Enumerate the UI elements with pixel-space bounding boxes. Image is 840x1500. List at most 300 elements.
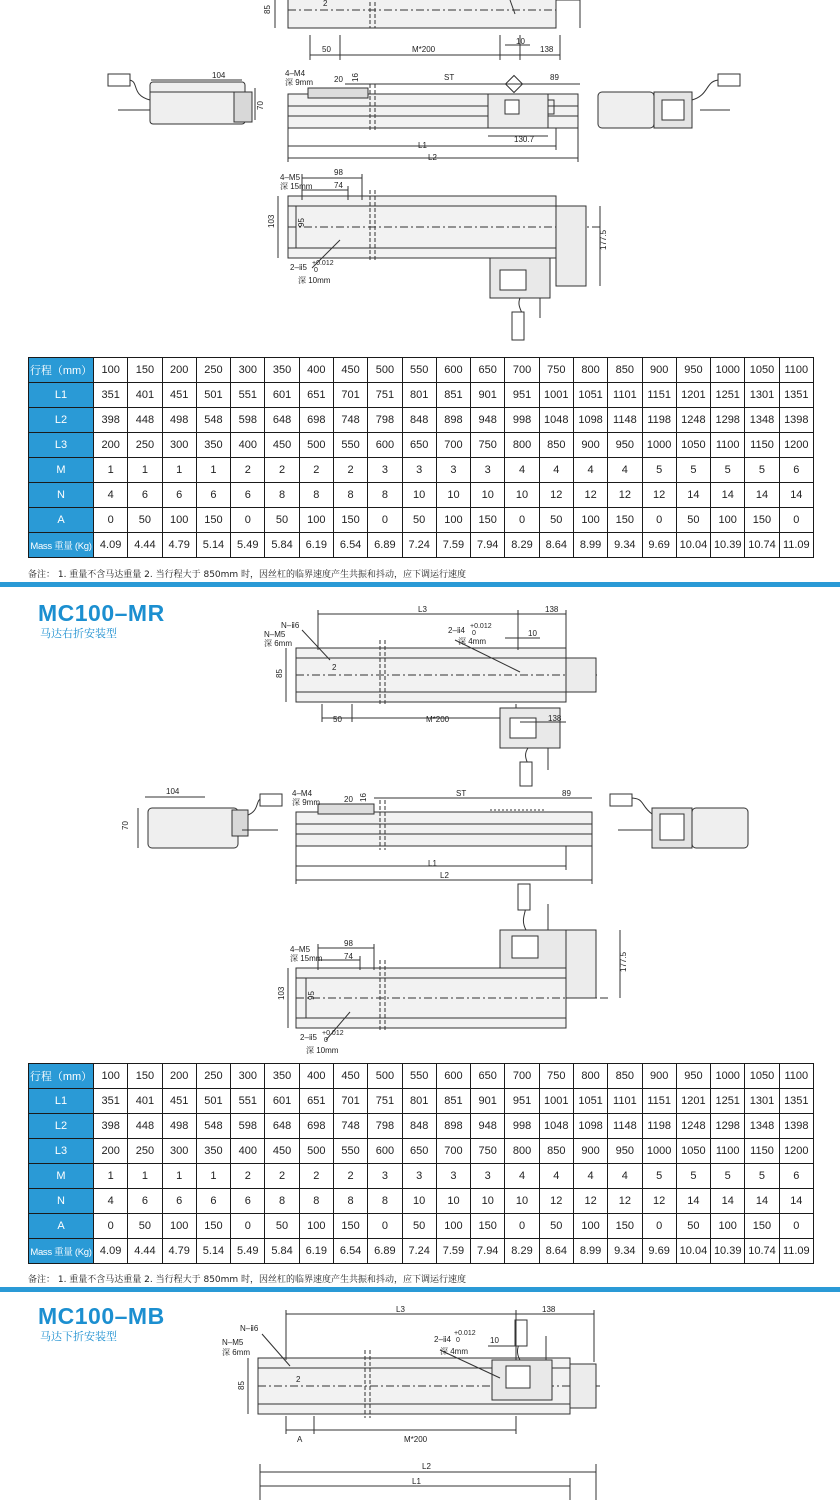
spec-table-1-cell: 14 [676,483,710,508]
spec-table-2-cell: 4 [94,1189,128,1214]
spec-table-2-cell: 601 [265,1089,299,1114]
dim-4-m4-mr: 4–M4 [292,789,313,798]
spec-table-1-cell: 651 [299,383,333,408]
spec-table-2-row-header: L2 [29,1114,94,1139]
spec-table-1-cell: 7.24 [402,533,436,558]
spec-table-1-cell: 748 [333,408,367,433]
spec-table-2-cell: 8 [299,1189,333,1214]
spec-table-1-cell: 0 [505,508,539,533]
spec-table-2-cell: 500 [299,1139,333,1164]
spec-table-2-cell: 848 [402,1114,436,1139]
spec-table-1-cell: 1251 [711,383,745,408]
spec-table-1-cell: 5 [642,458,676,483]
spec-table-1-cell: 898 [436,408,470,433]
spec-table-2-row-header: M [29,1164,94,1189]
spec-table-2-cell: 5 [711,1164,745,1189]
dim-deep-4-mr: 深 4mm [458,637,486,646]
spec-table-2-cell: 9.69 [642,1239,676,1264]
spec-table-2-cell: 300 [162,1139,196,1164]
spec-table-2-cell: 801 [402,1089,436,1114]
dim-85: 85 [263,5,272,14]
dim-m200-mb: M*200 [404,1435,428,1444]
spec-table-1-cell: 850 [539,433,573,458]
spec-table-1-row [29,358,814,383]
spec-table-2-cell: 4 [505,1164,539,1189]
spec-table-1-cell: 100 [162,508,196,533]
spec-table-1-cell: 1 [162,458,196,483]
spec-table-2-cell: 350 [196,1139,230,1164]
dim-95-mr: 95 [307,991,316,1000]
spec-table-2-cell: 748 [333,1114,367,1139]
spec-table-2-cell: 14 [711,1189,745,1214]
spec-table-1-cell: 50 [676,508,710,533]
section-divider-1 [0,582,840,587]
spec-table-1-cell: 1248 [676,408,710,433]
dim-4-m4: 4–M4 [285,69,306,78]
spec-table-1-cell: 6 [128,483,162,508]
spec-table-1-row [29,508,814,533]
spec-table-1-cell: 250 [196,358,230,383]
spec-table-1-cell: 250 [128,433,162,458]
spec-table-2-cell: 1201 [676,1089,710,1114]
dim-tol-b-mr: +0.012 [322,1030,344,1037]
spec-table-2-cell: 901 [471,1089,505,1114]
spec-table-1-cell: 450 [333,358,367,383]
spec-table-1-cell: 10.39 [711,533,745,558]
dim-85-mr: 85 [275,669,284,678]
dim-2-mb: 2 [296,1375,301,1384]
spec-table-2-cell: 50 [402,1214,436,1239]
spec-table-2-cell: 1398 [779,1114,813,1139]
spec-table-1-cell: 1 [94,458,128,483]
spec-table-2-cell: 10 [471,1189,505,1214]
spec-table-1-cell: 1 [196,458,230,483]
spec-table-1-row-header: N [29,483,94,508]
spec-table-1-row [29,433,814,458]
spec-table-2-cell: 3 [402,1164,436,1189]
spec-table-1-cell: 951 [505,383,539,408]
dim-89-mr: 89 [562,789,571,798]
spec-table-2-cell: 2 [265,1164,299,1189]
spec-table-2-cell: 150 [745,1214,779,1239]
spec-table-2-row [29,1214,814,1239]
spec-table-2-cell: 350 [265,1064,299,1089]
spec-table-1-cell: 6 [196,483,230,508]
spec-table-1-cell: 2 [333,458,367,483]
spec-table-1-cell: 0 [642,508,676,533]
spec-table-2-cell: 548 [196,1114,230,1139]
dim-phi5-mr: 2–ⅱ5 [300,1033,318,1042]
spec-table-1-cell: 10.04 [676,533,710,558]
spec-table-2-cell: 150 [196,1214,230,1239]
spec-table-1-cell: 451 [162,383,196,408]
dim-50: 50 [322,45,331,54]
spec-table-1-cell: 448 [128,408,162,433]
dim-20-mr: 20 [344,795,353,804]
dim-103: 103 [267,214,276,228]
spec-table-1-cell: 400 [231,433,265,458]
spec-table-1-row-header: L2 [29,408,94,433]
spec-table-2-cell: 648 [265,1114,299,1139]
spec-table-1-cell: 498 [162,408,196,433]
spec-table-1-cell: 7.94 [471,533,505,558]
dim-4-m5: 4–M5 [280,173,301,182]
dim-zero-mr: 0 [472,630,476,637]
spec-table-2-cell: 100 [711,1214,745,1239]
spec-table-2-cell: 1051 [573,1089,607,1114]
dim-l1-mr: L1 [428,859,437,868]
note-2: 备注： 1. 重量不含马达重量 2. 当行程大于 850mm 时，因丝杠的临界速度产生共振和抖动，应下调运行速度 [28,1275,467,1285]
spec-table-1-cell: 6.54 [333,533,367,558]
spec-table-2-cell: 1248 [676,1114,710,1139]
spec-table-2-cell: 12 [539,1189,573,1214]
spec-table-1-cell: 1000 [711,358,745,383]
spec-table-1-row [29,533,814,558]
spec-table-1-cell: 500 [368,358,402,383]
spec-table-2-cell: 10 [402,1189,436,1214]
spec-table-2-cell: 651 [299,1089,333,1114]
spec-table-2-cell: 6 [162,1189,196,1214]
drawing-mb [0,1300,840,1500]
spec-table-2-cell: 1351 [779,1089,813,1114]
dim-zero-mb: 0 [456,1337,460,1344]
spec-table-1-cell: 551 [231,383,265,408]
spec-table-1-cell: 5.14 [196,533,230,558]
spec-table-2-cell: 500 [368,1064,402,1089]
spec-table-1-cell: 1351 [779,383,813,408]
dim-138b-mr: 138 [548,714,562,723]
spec-table-1-cell: 4 [539,458,573,483]
spec-table-2-cell: 400 [299,1064,333,1089]
spec-table-1 [28,357,814,558]
spec-table-2-cell: 951 [505,1089,539,1114]
spec-table-1-cell: 848 [402,408,436,433]
spec-table-2-cell: 900 [642,1064,676,1089]
spec-table-2-cell: 7.59 [436,1239,470,1264]
spec-table-2-cell: 12 [573,1189,607,1214]
dim-177-5-mr: 177.5 [619,951,628,972]
spec-table-2-cell: 448 [128,1114,162,1139]
spec-table-2-cell: 5.14 [196,1239,230,1264]
spec-table-2-cell: 451 [162,1089,196,1114]
spec-table-2-cell: 751 [368,1089,402,1114]
spec-table-1-cell: 401 [128,383,162,408]
spec-table-2-cell: 3 [368,1164,402,1189]
spec-table-1-cell: 2 [231,458,265,483]
spec-table-2-cell: 600 [436,1064,470,1089]
dim-177-5: 177.5 [599,229,608,250]
spec-table-1-cell: 1100 [779,358,813,383]
spec-table-2-cell: 800 [573,1064,607,1089]
spec-table-2-cell: 10 [436,1189,470,1214]
spec-table-1-cell: 1048 [539,408,573,433]
spec-table-1-cell: 800 [573,358,607,383]
spec-table-1-cell: 12 [642,483,676,508]
dim-10: 10 [516,37,525,46]
spec-table-2-cell: 1198 [642,1114,676,1139]
spec-table-1-cell: 648 [265,408,299,433]
dim-l3-mr: L3 [418,605,427,614]
spec-table-2-cell: 2 [231,1164,265,1189]
spec-table-1-cell: 10.74 [745,533,779,558]
spec-table-1-cell: 9.34 [608,533,642,558]
dim-103-mr: 103 [277,986,286,1000]
dim-tol-mr: +0.012 [470,623,492,630]
spec-table-1-cell: 300 [162,433,196,458]
spec-table-1-cell: 14 [745,483,779,508]
spec-table-2-cell: 0 [368,1214,402,1239]
dim-l2: L2 [428,153,437,162]
spec-table-2-cell: 7.24 [402,1239,436,1264]
spec-table-2-cell: 2 [299,1164,333,1189]
spec-table-2-cell: 1000 [642,1139,676,1164]
dim-n-m5-mb: N–M5 [222,1338,244,1347]
spec-table-1-cell: 0 [231,508,265,533]
spec-table-1-cell: 601 [265,383,299,408]
dim-74: 74 [334,181,343,190]
spec-table-1-cell: 801 [402,383,436,408]
spec-table-2-cell: 8.29 [505,1239,539,1264]
spec-table-1-cell: 6.89 [368,533,402,558]
spec-table-1-cell: 1151 [642,383,676,408]
spec-table-1-cell: 3 [436,458,470,483]
dim-n-phi6-mb: N–ⅱ6 [240,1324,259,1333]
spec-table-2-cell: 6.19 [299,1239,333,1264]
dim-50-mr: 50 [333,715,342,724]
spec-table-2-cell: 150 [128,1064,162,1089]
spec-table-1-cell: 1050 [745,358,779,383]
dim-74-mr: 74 [344,952,353,961]
spec-table-1-cell: 100 [573,508,607,533]
spec-table-2-cell: 8 [265,1189,299,1214]
spec-table-1-row-header: 行程（mm） [29,358,94,383]
spec-table-1-cell: 650 [402,433,436,458]
spec-table-2-cell: 898 [436,1114,470,1139]
spec-table-2-row [29,1164,814,1189]
spec-table-1-cell: 1100 [711,433,745,458]
spec-table-2-cell: 4.09 [94,1239,128,1264]
dim-deep-6-mr: 深 6mm [264,639,292,648]
spec-table-1-cell: 100 [299,508,333,533]
spec-table-2-cell: 700 [505,1064,539,1089]
spec-table-2-cell: 6.89 [368,1239,402,1264]
technical-drawing-top [0,0,840,355]
spec-table-2-cell: 1298 [711,1114,745,1139]
dim-130-7: 130.7 [514,135,535,144]
spec-table-2-cell: 100 [94,1064,128,1089]
drawing-top-module [0,0,840,355]
dim-l1: L1 [418,141,427,150]
spec-table-2-cell: 1100 [779,1064,813,1089]
spec-table-2-cell: 200 [162,1064,196,1089]
dim-deep-15: 深 15mm [280,182,313,191]
spec-table-1-cell: 901 [471,383,505,408]
spec-table-2-cell: 300 [231,1064,265,1089]
spec-table-1-cell: 150 [745,508,779,533]
spec-table-2-cell: 1 [94,1164,128,1189]
spec-table-2-cell: 150 [333,1214,367,1239]
spec-table-1-cell: 12 [539,483,573,508]
spec-table-1-cell: 8 [299,483,333,508]
spec-table-2-cell: 5 [745,1164,779,1189]
spec-table-2-cell: 1001 [539,1089,573,1114]
spec-table-2-cell: 1050 [676,1139,710,1164]
dim-l1-mb: L1 [412,1477,421,1486]
spec-table-2-cell: 850 [608,1064,642,1089]
spec-table-1-cell: 751 [368,383,402,408]
spec-table-1-cell: 550 [333,433,367,458]
spec-table-1-cell: 1150 [745,433,779,458]
spec-table-2-cell: 3 [436,1164,470,1189]
spec-table-2-cell: 701 [333,1089,367,1114]
spec-table-1-cell: 2 [265,458,299,483]
dim-l3-mb: L3 [396,1305,405,1314]
spec-table-2-cell: 250 [196,1064,230,1089]
spec-table-2-cell: 851 [436,1089,470,1114]
dim-tol: +0.012 [312,260,334,267]
spec-table-2-cell: 200 [94,1139,128,1164]
spec-table-2-row [29,1239,814,1264]
dim-138: 138 [540,45,554,54]
dim-10-mr: 10 [528,629,537,638]
spec-table-1-cell: 150 [471,508,505,533]
technical-drawing-mb [0,1300,840,1500]
spec-table-1-cell: 700 [436,433,470,458]
spec-table-2-cell: 10 [505,1189,539,1214]
spec-table-1-cell: 100 [711,508,745,533]
spec-table-1-cell: 50 [539,508,573,533]
spec-table-2-cell: 1 [128,1164,162,1189]
dim-phi4-mb: 2–ⅱ4 [434,1335,452,1344]
spec-table-1-cell: 4 [94,483,128,508]
spec-table-2-cell: 11.09 [779,1239,813,1264]
spec-table-1-cell: 50 [402,508,436,533]
spec-table-2-cell: 998 [505,1114,539,1139]
spec-table-1-row [29,483,814,508]
spec-table-2-cell: 948 [471,1114,505,1139]
spec-table-2-cell: 50 [539,1214,573,1239]
spec-table-1-cell: 5 [676,458,710,483]
spec-table-1-cell: 10 [505,483,539,508]
spec-table-2-cell: 150 [471,1214,505,1239]
spec-table-2-cell: 6 [231,1189,265,1214]
spec-table-2-cell: 1200 [779,1139,813,1164]
spec-table-2-cell: 4.44 [128,1239,162,1264]
spec-table-2-cell: 50 [676,1214,710,1239]
spec-table-1-cell: 698 [299,408,333,433]
spec-table-1-cell: 150 [333,508,367,533]
spec-table-1-cell: 4 [505,458,539,483]
spec-table-2-cell: 1301 [745,1089,779,1114]
dim-98: 98 [334,168,343,177]
spec-table-2-cell: 6.54 [333,1239,367,1264]
dim-n-phi6-mr: N–ⅱ6 [281,621,300,630]
spec-table-1-cell: 351 [94,383,128,408]
dim-deep-10-mr: 深 10mm [306,1046,339,1055]
dim-deep-15-mr: 深 15mm [290,954,323,963]
spec-table-2-cell: 1 [196,1164,230,1189]
spec-table-1-cell: 10 [471,483,505,508]
spec-table-2-cell: 398 [94,1114,128,1139]
spec-table-2-cell: 7.94 [471,1239,505,1264]
spec-table-1-cell: 8 [265,483,299,508]
dim-95: 95 [297,218,306,227]
spec-table-2-cell: 750 [471,1139,505,1164]
spec-table-1-cell: 1301 [745,383,779,408]
spec-table-2-cell: 501 [196,1089,230,1114]
spec-table-2-cell: 1150 [745,1139,779,1164]
spec-table-1-cell: 548 [196,408,230,433]
spec-table-1-cell: 50 [265,508,299,533]
spec-table-2-cell: 850 [539,1139,573,1164]
spec-table-2-cell: 10.74 [745,1239,779,1264]
spec-table-1-cell: 5.49 [231,533,265,558]
spec-table-1-cell: 5.84 [265,533,299,558]
dim-104: 104 [212,71,226,80]
spec-table-2-cell: 8.64 [539,1239,573,1264]
spec-table-1-cell: 1051 [573,383,607,408]
spec-table-2-row-header: 行程（mm） [29,1064,94,1089]
spec-table-2-cell: 750 [539,1064,573,1089]
spec-table-2-row-header: L3 [29,1139,94,1164]
spec-table-1-cell: 12 [608,483,642,508]
spec-table-2-cell: 0 [231,1214,265,1239]
spec-table-1-row [29,458,814,483]
spec-table-1-cell: 14 [779,483,813,508]
spec-table-2-cell: 0 [94,1214,128,1239]
dim-zero-b-mr: 0 [324,1037,328,1044]
spec-table-1-cell: 1098 [573,408,607,433]
spec-table-2-cell: 14 [745,1189,779,1214]
dim-l2-mr: L2 [440,871,449,880]
spec-table-2-cell: 9.34 [608,1239,642,1264]
spec-table-1-cell: 600 [436,358,470,383]
spec-table-1-cell: 5 [745,458,779,483]
spec-table-2-cell: 14 [676,1189,710,1214]
spec-table-2-row-header: L1 [29,1089,94,1114]
spec-table-1-cell: 398 [94,408,128,433]
dim-70: 70 [256,101,265,110]
model-subtitle-mr: 马达右折安装型 [40,627,117,640]
spec-table-2-cell: 5 [676,1164,710,1189]
spec-table-2-cell: 1101 [608,1089,642,1114]
spec-table-1-cell: 4 [573,458,607,483]
dim-deep-4-mb: 深 4mm [440,1347,468,1356]
dim-4-m5-mr: 4–M5 [290,945,311,954]
spec-table-1-cell: 4 [608,458,642,483]
spec-table-1-cell: 8.99 [573,533,607,558]
dim-2-mr: 2 [332,663,337,672]
spec-table-1-cell: 8.29 [505,533,539,558]
dim-tol-mb: +0.012 [454,1330,476,1337]
spec-table-1-cell: 350 [196,433,230,458]
spec-table-1-cell: 9.69 [642,533,676,558]
spec-table-1-cell: 1148 [608,408,642,433]
spec-table-2-cell: 0 [779,1214,813,1239]
spec-table-1-cell: 5 [711,458,745,483]
spec-table-1-cell: 998 [505,408,539,433]
spec-table-2-cell: 400 [231,1139,265,1164]
spec-table-1-cell: 3 [368,458,402,483]
spec-table-1-cell: 8 [333,483,367,508]
spec-table-2-cell: 12 [642,1189,676,1214]
spec-table-1-cell: 3 [471,458,505,483]
spec-table-2-cell: 100 [573,1214,607,1239]
dim-l2-mb: L2 [422,1462,431,1471]
spec-table-1-cell: 948 [471,408,505,433]
spec-table-2-row-header: A [29,1214,94,1239]
spec-table-1-cell: 3 [402,458,436,483]
